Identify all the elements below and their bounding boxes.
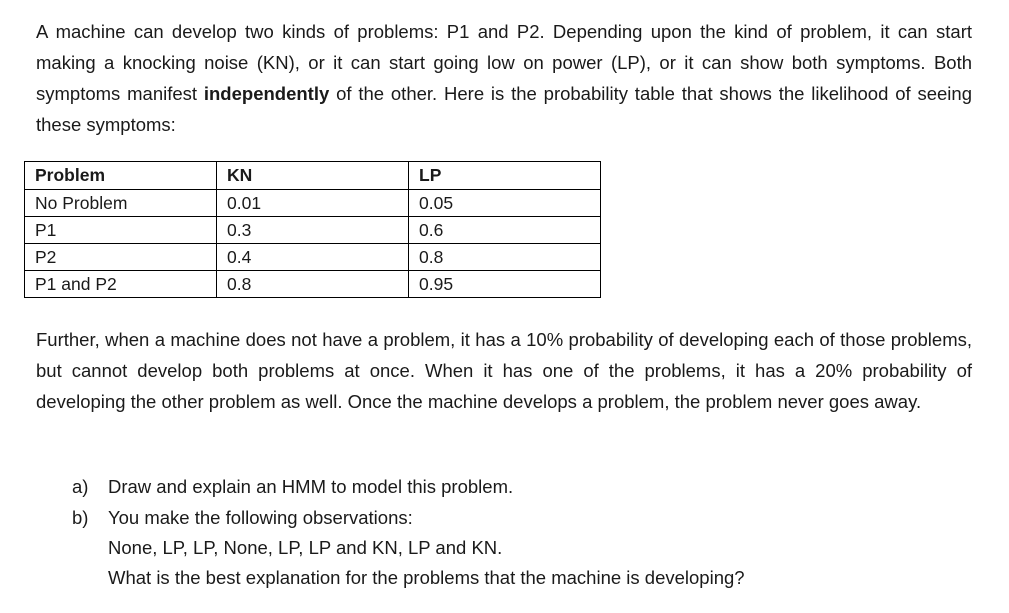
cell-lp: 0.95 bbox=[409, 271, 601, 298]
cell-kn: 0.8 bbox=[217, 271, 409, 298]
table-header-row bbox=[25, 162, 601, 190]
cell-problem: No Problem bbox=[25, 190, 217, 217]
question-b-marker: b) bbox=[72, 506, 89, 528]
intro-text-1: A machine can develop two kinds of problems: P1 and P2. Depending upon the kind of problem, it can start making a knocking noise (KN), or it can start going low on power (LP), or it can show both symptoms. Both symptoms manifest bbox=[36, 21, 972, 104]
cell-kn: 0.3 bbox=[217, 217, 409, 244]
header-kn: KN bbox=[217, 162, 409, 190]
question-a-marker: a) bbox=[72, 476, 89, 497]
table-row bbox=[25, 271, 601, 298]
intro-text-2: of the other. Here is the probability table that shows the likelihood of seeing these symptoms: bbox=[36, 83, 972, 135]
cell-kn: 0.4 bbox=[217, 244, 409, 271]
observations-line: None, LP, LP, None, LP, LP and KN, LP and KN. bbox=[108, 537, 503, 558]
final-question: What is the best explanation for the problems that the machine is developing? bbox=[108, 567, 745, 588]
intro-paragraph bbox=[36, 16, 972, 140]
intro-bold-word: independently bbox=[203, 83, 330, 104]
cell-problem: P1 and P2 bbox=[25, 271, 217, 298]
question-list bbox=[72, 472, 513, 533]
header-problem: Problem bbox=[25, 162, 217, 190]
question-b-text: You make the following observations: bbox=[108, 506, 413, 528]
cell-lp: 0.6 bbox=[409, 217, 601, 244]
table-row bbox=[25, 217, 601, 244]
cell-problem: P1 bbox=[25, 217, 217, 244]
table-row bbox=[25, 190, 601, 217]
cell-lp: 0.05 bbox=[409, 190, 601, 217]
question-a bbox=[72, 472, 513, 503]
question-a-text: Draw and explain an HMM to model this problem. bbox=[108, 476, 514, 497]
probability-table bbox=[24, 161, 601, 298]
cell-kn: 0.01 bbox=[217, 190, 409, 217]
header-lp: LP bbox=[409, 162, 601, 190]
further-paragraph: Further, when a machine does not have a problem, it has a 10% probability of developing each of those problems, but cannot develop both problems at once. When it has one of the problems, it has a 20% probability of developing the other problem as well. Once the machine develops a problem, the problem never goes away. bbox=[36, 329, 972, 412]
cell-problem: P2 bbox=[25, 244, 217, 271]
question-b bbox=[72, 503, 513, 534]
cell-lp: 0.8 bbox=[409, 244, 601, 271]
table-row bbox=[25, 244, 601, 271]
